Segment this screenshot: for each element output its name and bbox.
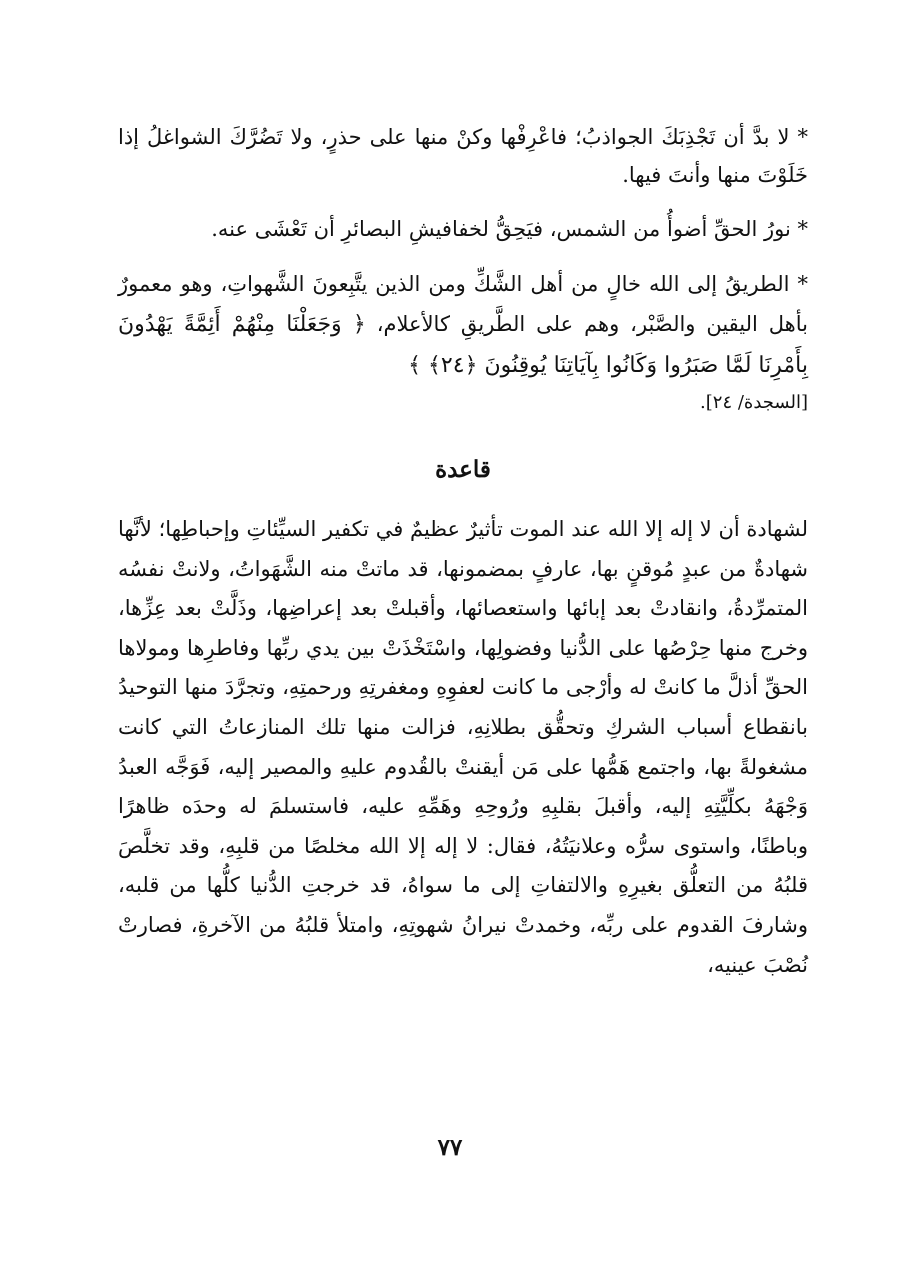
- paragraph-2: * نورُ الحقِّ أضوأُ من الشمس، فيَحِقُّ لخفافيشِ البصائرِ أن تَعْشَى عنه.: [211, 217, 808, 241]
- page-content: [118, 118, 808, 985]
- paragraph-3-text: * الطريقُ إلى الله خالٍ من أهل الشَّكِّ ومن الذين يتَّبِعونَ الشَّهواتِ، وهو معمورٌ بأهل اليقين والصَّبْر، وهم على الطَّريقِ كالأعلام،: [118, 272, 809, 336]
- body-paragraph: لشهادة أن لا إله إلا الله عند الموت تأثيرٌ عظيمٌ في تكفير السيِّئاتِ وإحباطِها؛ لأنَّها شهادةٌ من عبدٍ مُوقنٍ بها، عارفٍ بمضمونها، قد ماتتْ منه الشَّهَواتُ، ولانتْ نفسُه المتمرِّدةُ، وانقادتْ بعد إبائها واستعصائها، وأقبلتْ بعد إعراضِها، وذَلَّتْ بعد عِزِّها، وخرج منها حِرْصُها على الدُّنيا وفضولِها، واسْتَخْذَتْ بين يدي ربِّها وفاطرِها ومولاها الحقِّ أذلَّ ما كانتْ له وأرْجى ما كانت لعفوِهِ ومغفرتِهِ ورحمتِهِ، وتجرَّدَ منها التوحيدُ بانقطاع أسباب الشركِ وتحقُّق بطلانِهِ، فزالت منها تلك المنازعاتُ التي كانت مشغولةً بها، واجتمع هَمُّها على مَن أيقنتْ بالقُدوم عليهِ والمصير إليه، فَوَجَّه العبدُ وَجْهَهُ بكلِّيَّتِهِ إليه، وأقبلَ بقلبِهِ ورُوحِهِ وهَمِّهِ عليه، فاستسلمَ له وحدَه ظاهرًا وباطنًا، واستوى سرُّه وعلانيَتُهُ، فقال: لا إله إلا الله مخلصًا من قلبِهِ، وقد تخلَّصَ قلبُهُ من التعلُّق بغيرِهِ والالتفاتِ إلى ما سواهُ، قد خرجتِ الدُّنيا كلُّها من قلبه، وشارفَ القدوم على ربِّه، وخمدتْ نيرانُ شهوتِهِ، وامتلأ قلبُهُ من الآخرةِ، فصارتْ نُصْبَ عينيه،: [118, 517, 808, 977]
- quran-reference: [السجدة/ ٢٤].: [700, 392, 808, 413]
- paragraph-3: [118, 264, 808, 420]
- paragraph-1: * لا بدَّ أن تَجْذِبَكَ الجواذبُ؛ فاعْرِفْها وكنْ منها على حذرٍ، ولا تَضُرَّكَ الشواغلُ إذا خَلَوْتَ منها وأنتَ فيها.: [118, 125, 808, 187]
- quran-verse: ﴿ وَجَعَلْنَا مِنْهُمْ أَئِمَّةً يَهْدُونَ بِأَمْرِنَا لَمَّا صَبَرُوا وَكَانُوا بِآيَاتِنَا يُوقِنُونَ ﴿٢٤﴾ ﴾: [118, 312, 808, 378]
- section-heading: قاعدة: [435, 456, 491, 483]
- page-number: ٧٧: [437, 1134, 463, 1161]
